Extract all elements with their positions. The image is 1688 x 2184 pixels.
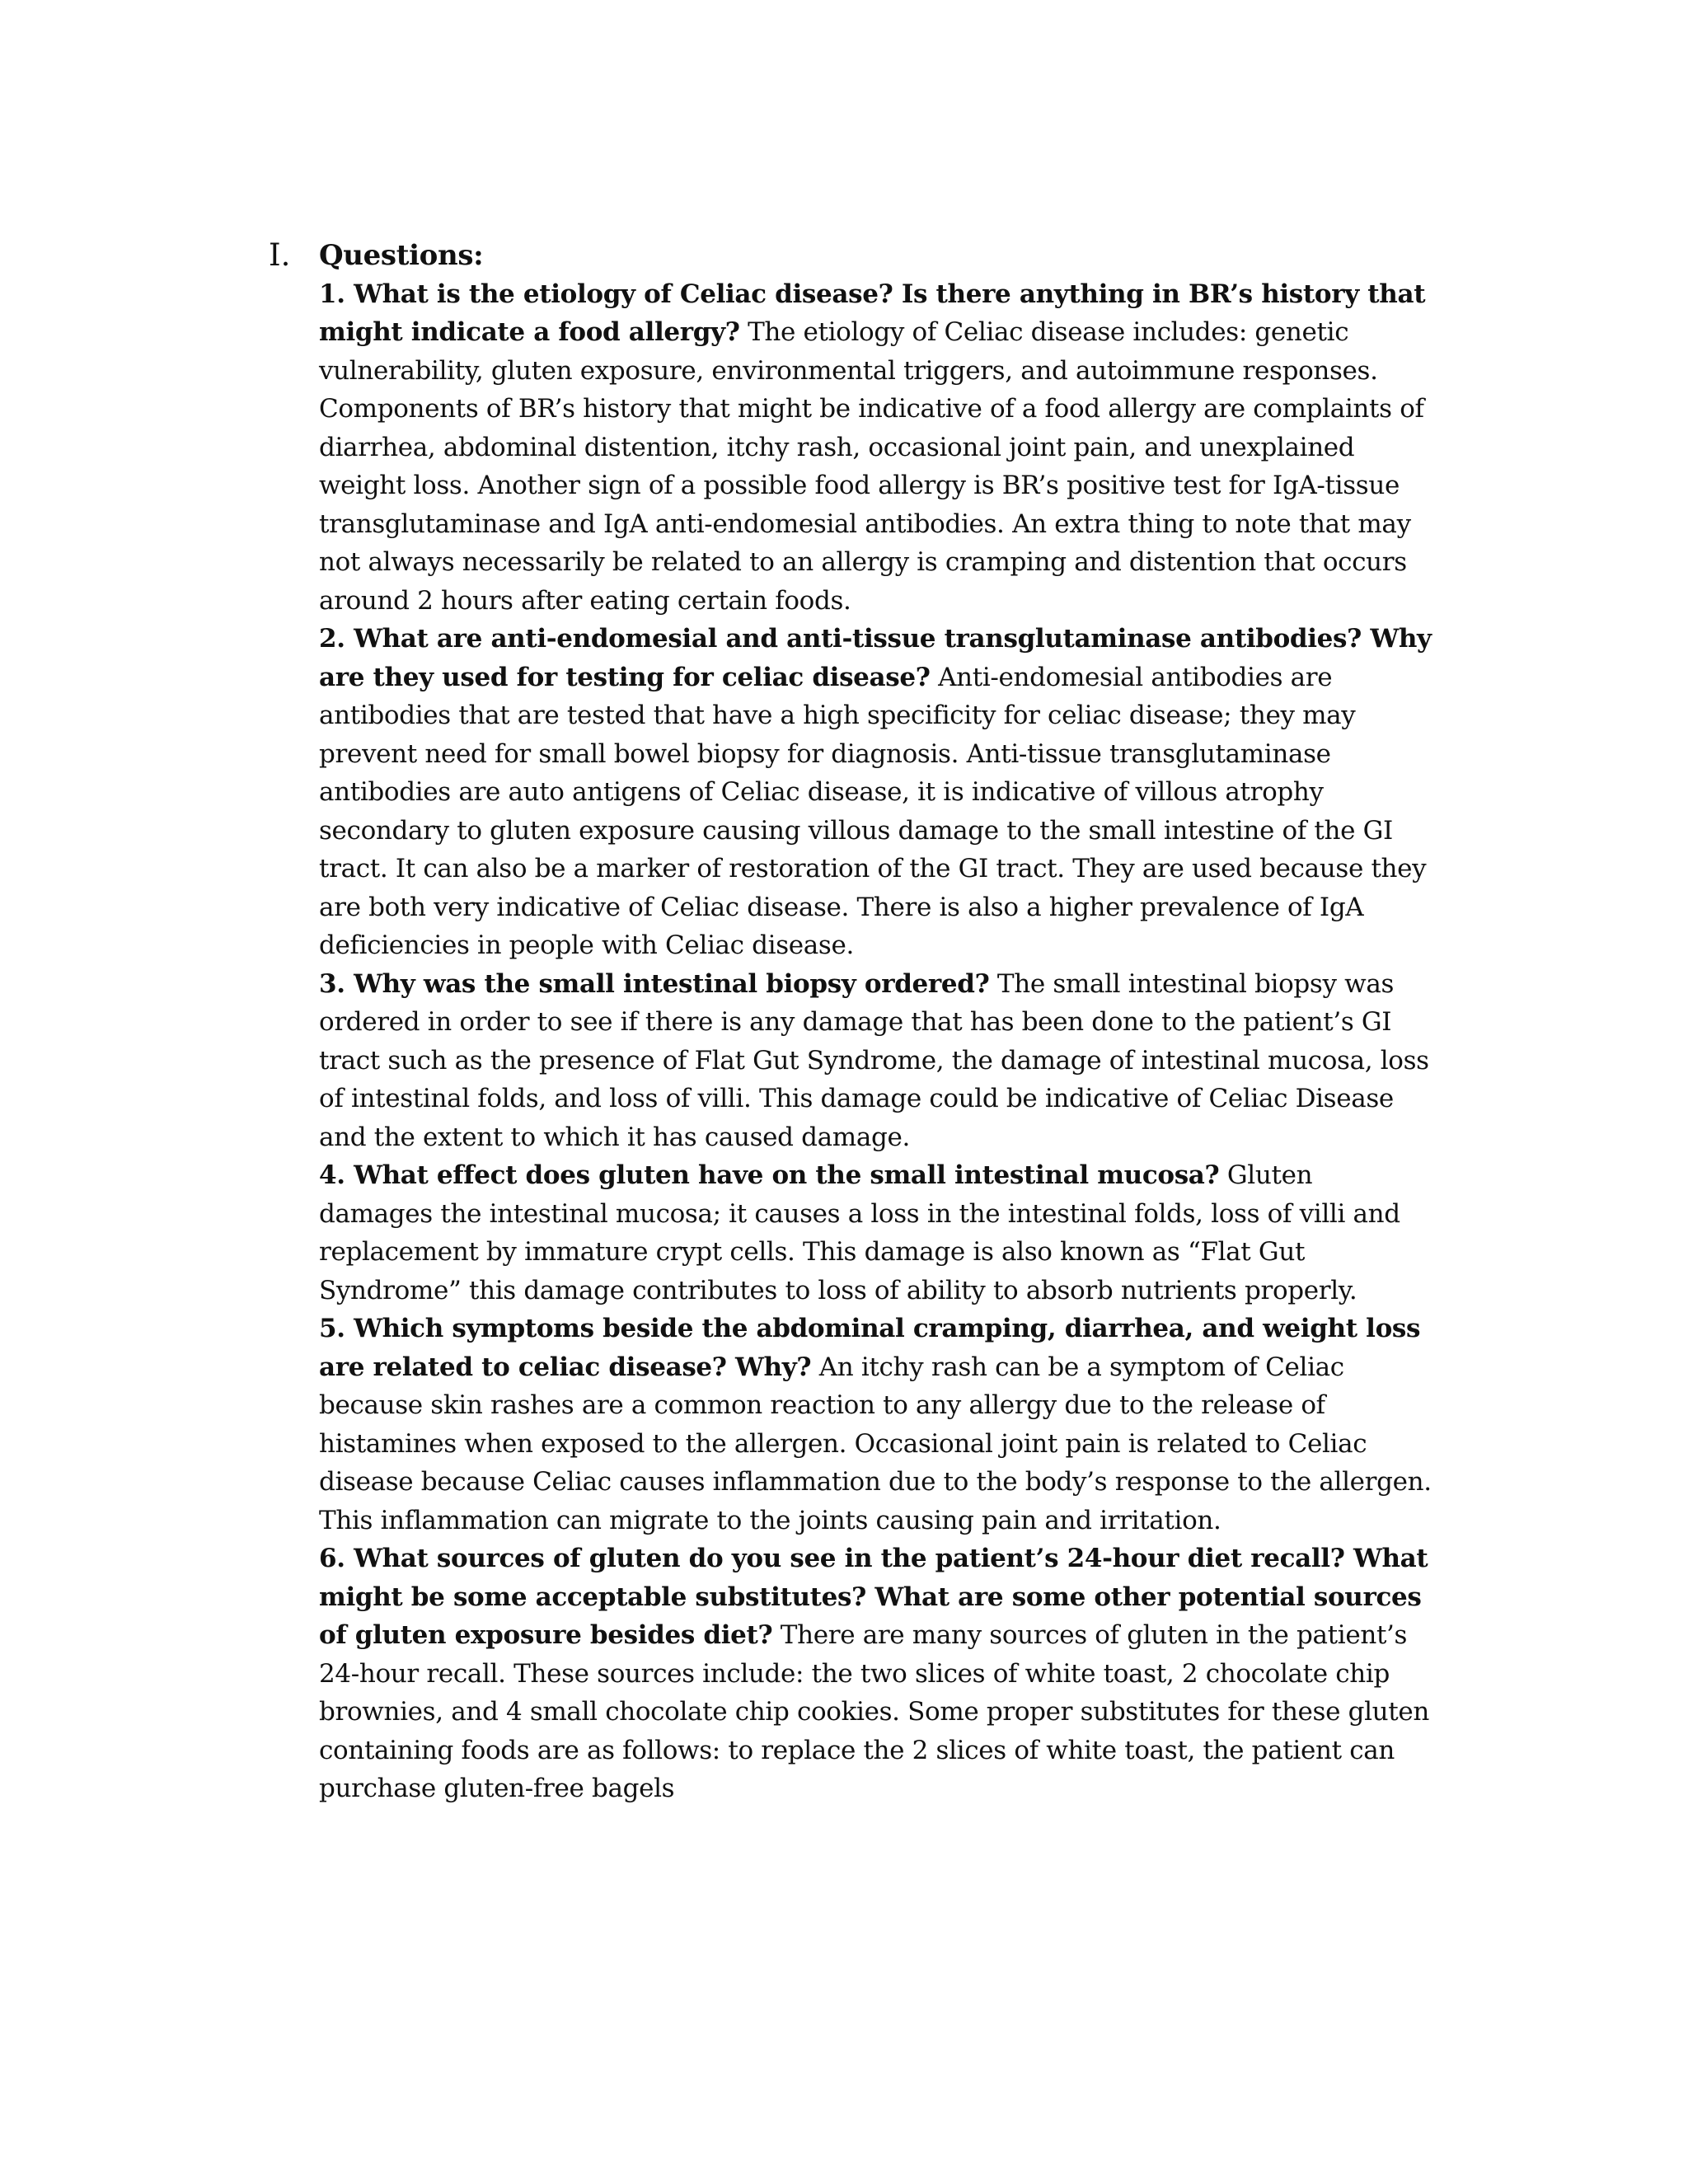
qa-item-1: [319, 275, 1432, 621]
answer-1: The etiology of Celiac disease includes: genetic vulnerability, gluten exposure, environmental triggers, and autoimmune responses. Components of BR’s history that might be indicative of a food allergy are complaints of diarrhea, abdominal distention, itchy rash, occasional joint pain, and unexplained weight loss. Another sign of a possible food allergy is BR’s positive test for IgA-tissue transglutaminase and IgA anti-endomesial antibodies. An extra thing to note that may not always necessarily be related to an allergy is cramping and distention that occurs around 2 hours after eating certain foods.: [319, 317, 1424, 616]
qa-item-2: [319, 620, 1432, 965]
question-6: 6. What sources of gluten do you see in the patient’s 24-hour diet recall? What might be some acceptable substitutes? What are some other potential sources of gluten exposure besides diet?: [319, 1544, 1428, 1650]
answer-5: An itchy rash can be a symptom of Celiac because skin rashes are a common reaction to any allergy due to the release of histamines when exposed to the allergen. Occasional joint pain is related to Celiac disease because Celiac causes inflammation due to the body’s response to the allergen. This inflammation can migrate to the joints causing pain and irritation.: [319, 1352, 1432, 1535]
answer-3: The small intestinal biopsy was ordered in order to see if there is any damage that has been done to the patient’s GI tract such as the presence of Flat Gut Syndrome, the damage of intestinal mucosa, loss of intestinal folds, and loss of villi. This damage could be indicative of Celiac Disease and the extent to which it has caused damage.: [319, 968, 1429, 1152]
section-heading: Questions:: [319, 239, 484, 272]
qa-item-4: [319, 1156, 1432, 1310]
qa-item-3: [319, 965, 1432, 1157]
answer-6: There are many sources of gluten in the patient’s 24-hour recall. These sources include: the two slices of white toast, 2 chocolate chip brownies, and 4 small chocolate chip cookies. Some proper substitutes for these gluten containing foods are as follows: to replace the 2 slices of white toast, the patient can purchase gluten-free bagels: [319, 1620, 1430, 1803]
question-4: 4. What effect does gluten have on the small intestinal mucosa?: [319, 1160, 1220, 1190]
question-2: 2. What are anti-endomesial and anti-tissue transglutaminase antibodies? Why are they used for testing for celiac disease?: [319, 624, 1432, 692]
qa-item-6: [319, 1540, 1432, 1808]
section-numeral: I.: [269, 237, 291, 273]
answer-4: Gluten damages the intestinal mucosa; it causes a loss in the intestinal folds, loss of villi and replacement by immature crypt cells. This damage is also known as “Flat Gut Syndrome” this damage contributes to loss of ability to absorb nutrients properly.: [319, 1160, 1400, 1305]
question-3: 3. Why was the small intestinal biopsy ordered?: [319, 968, 990, 999]
question-5: 5. Which symptoms beside the abdominal cramping, diarrhea, and weight loss are related to celiac disease? Why?: [319, 1314, 1421, 1382]
question-1: 1. What is the etiology of Celiac disease? Is there anything in BR’s history that might indicate a food allergy?: [319, 279, 1426, 347]
answer-2: Anti-endomesial antibodies are antibodies that are tested that have a high specificity for celiac disease; they may prevent need for small bowel biopsy for diagnosis. Anti-tissue transglutaminase antibodies are auto antigens of Celiac disease, it is indicative of villous atrophy secondary to gluten exposure causing villous damage to the small intestine of the GI tract. It can also be a marker of restoration of the GI tract. They are used because they are both very indicative of Celiac disease. There is also a higher prevalence of IgA deficiencies in people with Celiac disease.: [319, 662, 1427, 960]
questions-section: [319, 237, 1432, 1808]
qa-item-5: [319, 1310, 1432, 1540]
